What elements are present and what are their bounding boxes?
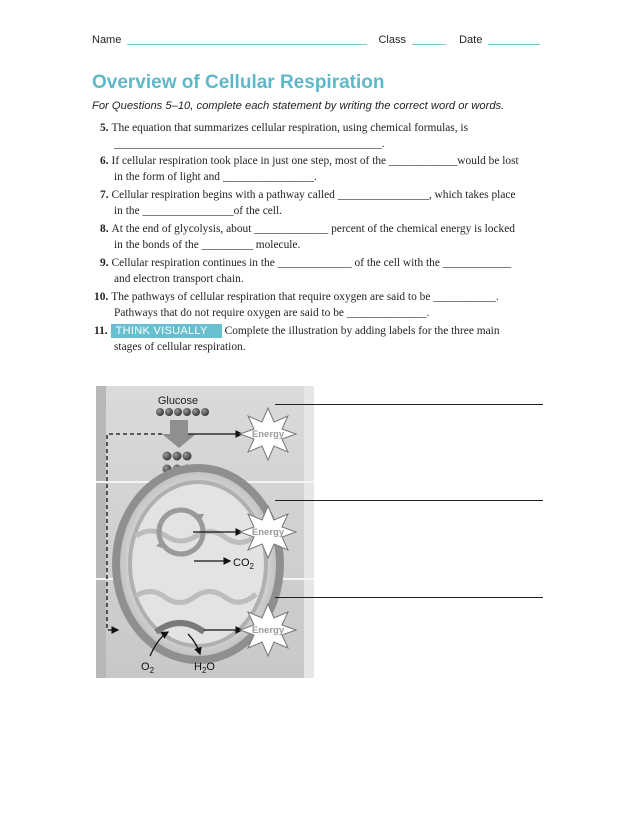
question-text-cont: and electron transport chain. [114,273,244,285]
glucose-label: Glucose [157,395,199,407]
energy-label: Energy [251,429,285,440]
question-8[interactable] [100,221,560,253]
question-text-cont: stages of cellular respiration. [114,341,246,353]
question-text: Cellular respiration begins with a pathway called ________________, which takes place [111,189,516,201]
instructions: For Questions 5–10, complete each statement by writing the correct word or words. [92,100,505,112]
cellular-respiration-diagram [96,386,314,678]
question-text: If cellular respiration took place in just one step, most of the ____________would be lost [111,155,519,167]
question-text-cont: in the ________________of the cell. [114,205,282,217]
o2-label: $O_2$ [141,661,155,675]
question-number: 11. [94,325,108,337]
energy-label: Energy [251,625,285,636]
stage-1-answer-line[interactable] [275,404,543,405]
question-number: 7. [100,189,109,201]
question-text: At the end of glycolysis, about _____________ percent of the chemical energy is locked [111,223,515,235]
question-7[interactable] [100,187,560,219]
think-visually-badge: THINK VISUALLY [111,324,222,338]
name-label: Name [92,34,122,46]
name-field[interactable] [127,33,367,45]
energy-burst-icon [240,506,296,558]
question-6[interactable] [100,153,560,185]
date-field[interactable] [488,33,540,45]
energy-burst-icon [240,604,296,656]
question-text-cont: Pathways that do not require oxygen are said to be ______________. [114,307,430,319]
question-number: 6. [100,155,109,167]
question-text: The equation that summarizes cellular respiration, using chemical formulas, is [111,122,469,134]
question-text: Cellular respiration continues in the _____________ of the cell with the ____________ [111,257,512,269]
answer-line[interactable]: _______________________________________________. [114,138,385,150]
question-number: 8. [100,223,109,235]
question-number: 10. [94,291,109,303]
question-number: 5. [100,122,109,134]
question-9[interactable] [100,255,560,287]
class-field[interactable] [412,33,446,45]
class-label: Class [378,34,406,46]
question-5[interactable] [100,120,560,152]
energy-burst-icon [240,408,296,460]
stage-3-answer-line[interactable] [275,597,543,598]
h2o-label: $H_2O$ [194,661,215,675]
page-title: Overview of Cellular Respiration [92,72,385,93]
question-text-cont: in the bonds of the _________ molecule. [114,239,301,251]
question-text: Complete the illustration by adding labels for the three main [224,325,500,337]
question-11[interactable] [94,323,554,355]
question-number: 9. [100,257,109,269]
stage-2-answer-line[interactable] [275,500,543,501]
co2-label: $CO_2$ [233,557,254,571]
energy-label: Energy [251,527,285,538]
question-text-cont: in the form of light and ________________. [114,171,317,183]
date-label: Date [459,34,483,46]
question-text: The pathways of cellular respiration that require oxygen are said to be ___________. [111,291,499,303]
header-fields [92,33,540,46]
question-10[interactable] [94,289,554,321]
